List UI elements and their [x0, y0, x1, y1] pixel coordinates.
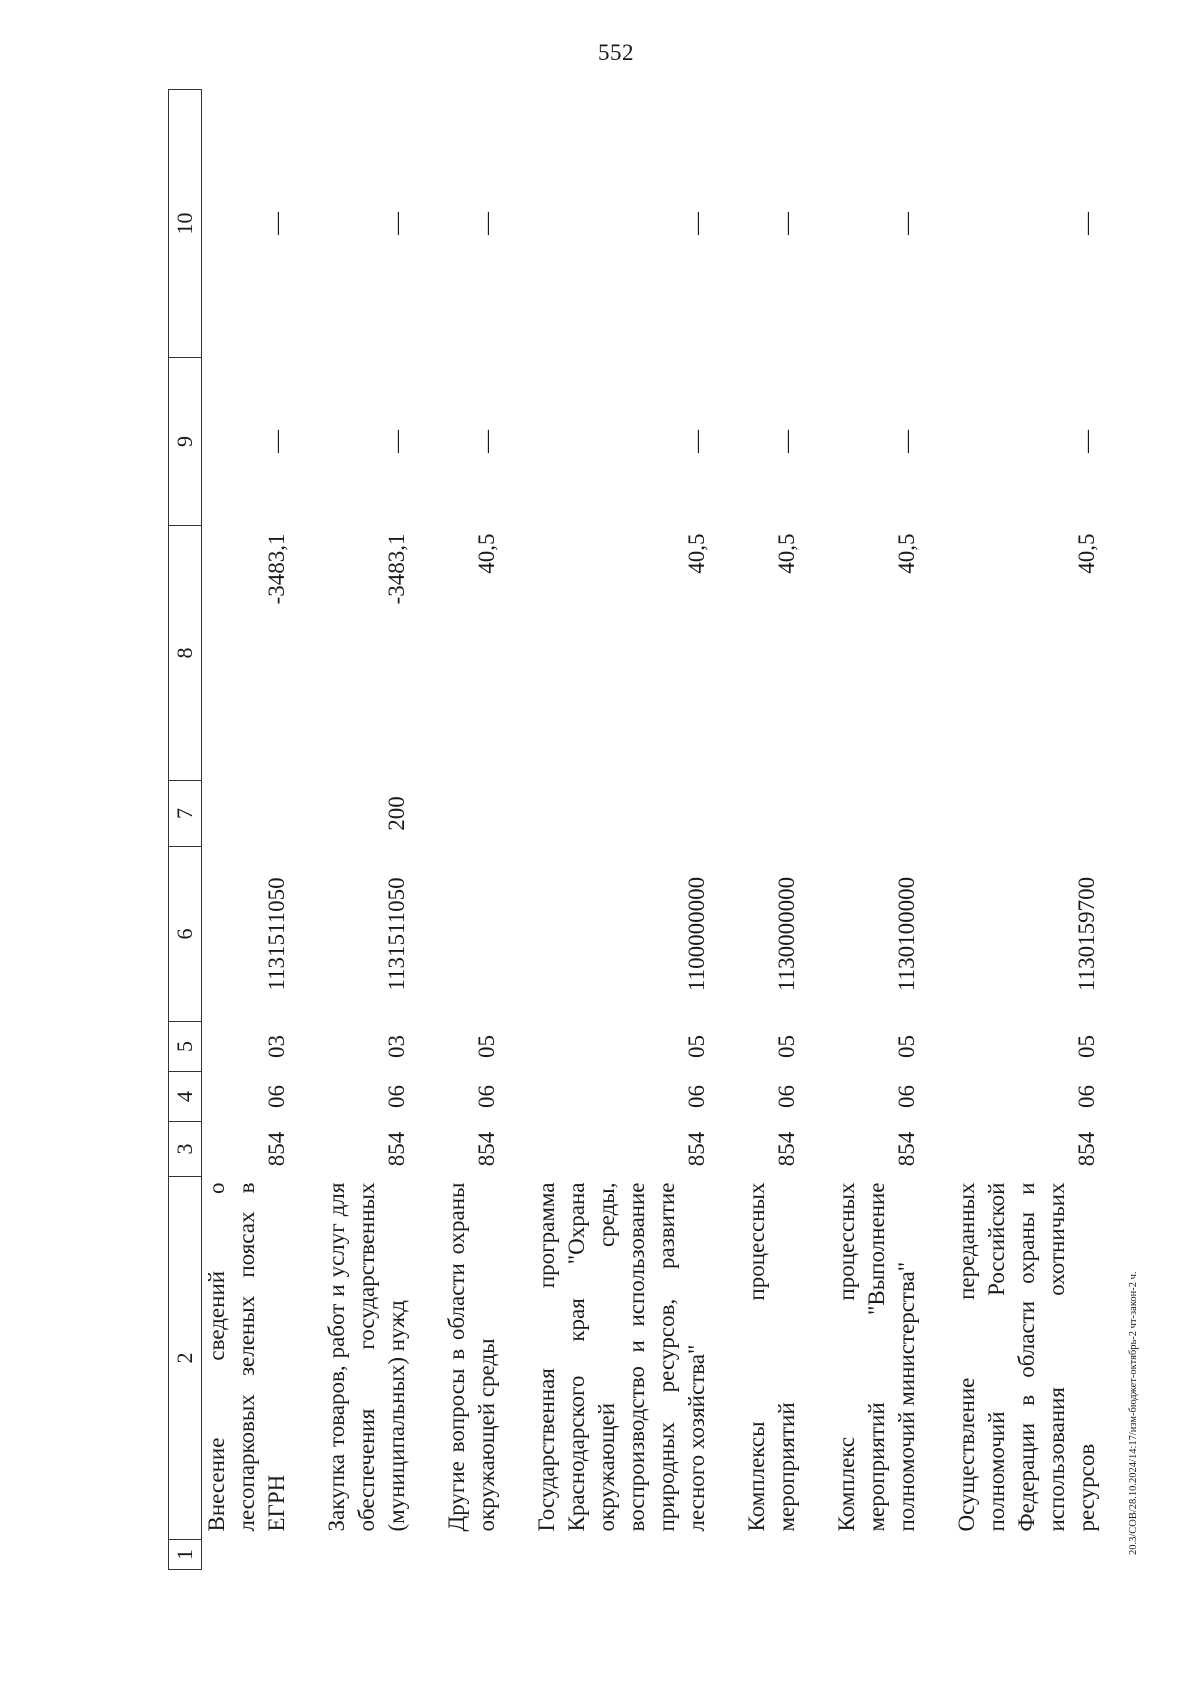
col9-value: —: [1074, 430, 1099, 453]
expense-type-code: [832, 781, 922, 847]
budget-table: [168, 89, 1102, 1570]
target-article-code: 1131511050: [264, 877, 289, 991]
amount: 40,5: [894, 533, 919, 574]
row-name: Комплекс процессных мероприятий "Выполнение полномочий министерства": [834, 1182, 919, 1532]
ved-code: 854: [894, 1131, 919, 1167]
col10-value: —: [474, 212, 499, 235]
expense-type-code: 200: [384, 796, 409, 831]
footer-code: [1128, 1271, 1139, 1555]
footer-code-text: 20.3/СОВ/28.10.2024/14:17/изм-бюджет-октябрь-2 чт-закон-2 ч.: [1128, 1271, 1139, 1555]
column-header: 3: [169, 1122, 202, 1177]
subsection-code: 05: [474, 1035, 499, 1058]
ved-code: 854: [684, 1131, 709, 1167]
table-row: [532, 90, 712, 1570]
subsection-code: 05: [774, 1035, 799, 1058]
section-code: 06: [384, 1085, 409, 1108]
col10-value: —: [684, 212, 709, 235]
ved-code: 854: [774, 1131, 799, 1167]
section-code: 06: [264, 1085, 289, 1108]
subsection-code: 05: [1074, 1035, 1099, 1058]
col9-value: —: [774, 430, 799, 453]
row-index-cell: [742, 1540, 802, 1570]
expense-type-code: [532, 781, 712, 847]
column-header: 8: [169, 526, 202, 781]
col10-value: —: [1074, 212, 1099, 235]
subsection-code: 05: [684, 1035, 709, 1058]
section-code: 06: [684, 1085, 709, 1108]
target-article-code: 1131511050: [384, 877, 409, 991]
col9-value: —: [384, 430, 409, 453]
table-row: [322, 90, 412, 1570]
subsection-code: 03: [384, 1035, 409, 1058]
row-name: Другие вопросы в области охраны окружающей среды: [444, 1182, 499, 1532]
amount: 40,5: [1074, 533, 1099, 574]
ved-code: 854: [474, 1131, 499, 1167]
expense-type-code: [742, 781, 802, 847]
section-code: 06: [474, 1085, 499, 1108]
table-row: [832, 90, 922, 1570]
row-name: Комплексы процессных мероприятий: [744, 1182, 799, 1532]
target-article-code: 1100000000: [684, 876, 709, 992]
amount: -3483,1: [384, 533, 409, 605]
rotated-page-content: [168, 90, 1183, 1570]
column-header: 6: [169, 847, 202, 1022]
amount: 40,5: [774, 533, 799, 574]
target-article-code: [442, 847, 502, 1022]
row-index-cell: [322, 1540, 412, 1570]
row-index-cell: [202, 1540, 293, 1570]
section-code: 06: [774, 1085, 799, 1108]
section-code: 06: [1074, 1085, 1099, 1108]
page-number: 552: [598, 40, 634, 65]
table-row: [952, 90, 1102, 1570]
row-name: Осуществление переданных полномочий Российской Федерации в области охраны и использования охотничьих ресурсов: [954, 1182, 1099, 1532]
col10-value: —: [264, 212, 289, 235]
col10-value: —: [894, 212, 919, 235]
expense-type-code: [952, 781, 1102, 847]
target-article-code: 1130100000: [894, 876, 919, 992]
row-index-cell: [952, 1540, 1102, 1570]
header-row: [169, 90, 202, 1570]
col9-value: —: [684, 430, 709, 453]
target-article-code: 1130000000: [774, 876, 799, 992]
subsection-code: 05: [894, 1035, 919, 1058]
column-header: 7: [169, 781, 202, 847]
col10-value: —: [384, 212, 409, 235]
row-index-cell: [832, 1540, 922, 1570]
column-header: 9: [169, 358, 202, 526]
col9-value: —: [894, 430, 919, 453]
table-row: [202, 90, 293, 1570]
amount: 40,5: [684, 533, 709, 574]
col10-value: —: [774, 212, 799, 235]
ved-code: 854: [1074, 1131, 1099, 1167]
section-code: 06: [894, 1085, 919, 1108]
col9-value: —: [474, 430, 499, 453]
row-index-cell: [532, 1540, 712, 1570]
expense-type-code: [442, 781, 502, 847]
column-header: 10: [169, 90, 202, 358]
ved-code: 854: [384, 1131, 409, 1167]
row-name: Внесение сведений о лесопарковых зеленых поясах в ЕГРН: [204, 1182, 289, 1532]
table-row: [742, 90, 802, 1570]
col9-value: —: [264, 430, 289, 453]
column-header: 2: [169, 1177, 202, 1540]
subsection-code: 03: [264, 1035, 289, 1058]
amount: 40,5: [474, 533, 499, 574]
amount: -3483,1: [264, 533, 289, 605]
ved-code: 854: [264, 1131, 289, 1167]
row-index-cell: [442, 1540, 502, 1570]
target-article-code: 1130159700: [1074, 876, 1099, 992]
row-name: Государственная программа Краснодарского края "Охрана окружающей среды, воспроизводство и использование природных ресурсов, развитие лесного хозяйства": [534, 1182, 709, 1532]
table-row: [442, 90, 502, 1570]
column-header: 4: [169, 1072, 202, 1122]
expense-type-code: [202, 781, 293, 847]
row-name: Закупка товаров, работ и услуг для обеспечения государственных (муниципальных) нужд: [324, 1182, 409, 1532]
column-header: 1: [169, 1540, 202, 1570]
column-header: 5: [169, 1022, 202, 1072]
